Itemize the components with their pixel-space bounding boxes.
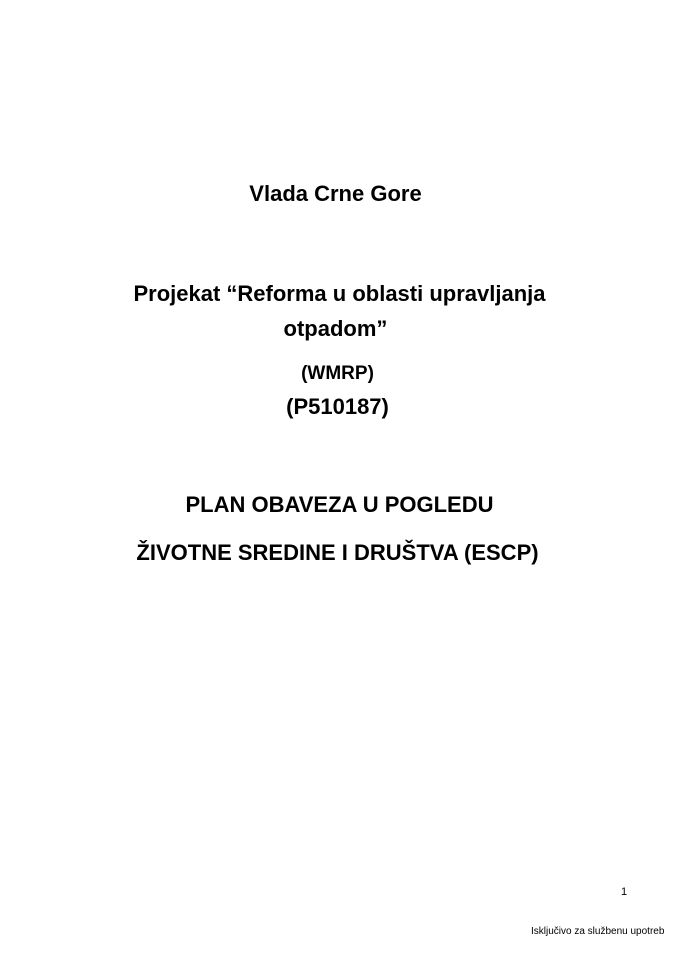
classification-footer: Isključivo za službenu upotreb [531, 926, 665, 937]
plan-title-line-2: ŽIVOTNE SREDINE I DRUŠTVA (ESCP) [136, 540, 539, 565]
project-title-line-2: otpadom” [283, 316, 388, 341]
project-title-line-1: Projekat “Reforma u oblasti upravljanja [133, 281, 546, 306]
project-id: (P510187) [286, 394, 389, 419]
project-acronym: (WMRP) [301, 363, 374, 384]
government-name: Vlada Crne Gore [249, 181, 422, 206]
page-number: 1 [621, 886, 628, 898]
plan-title-line-1: PLAN OBAVEZA U POGLEDU [185, 492, 494, 517]
